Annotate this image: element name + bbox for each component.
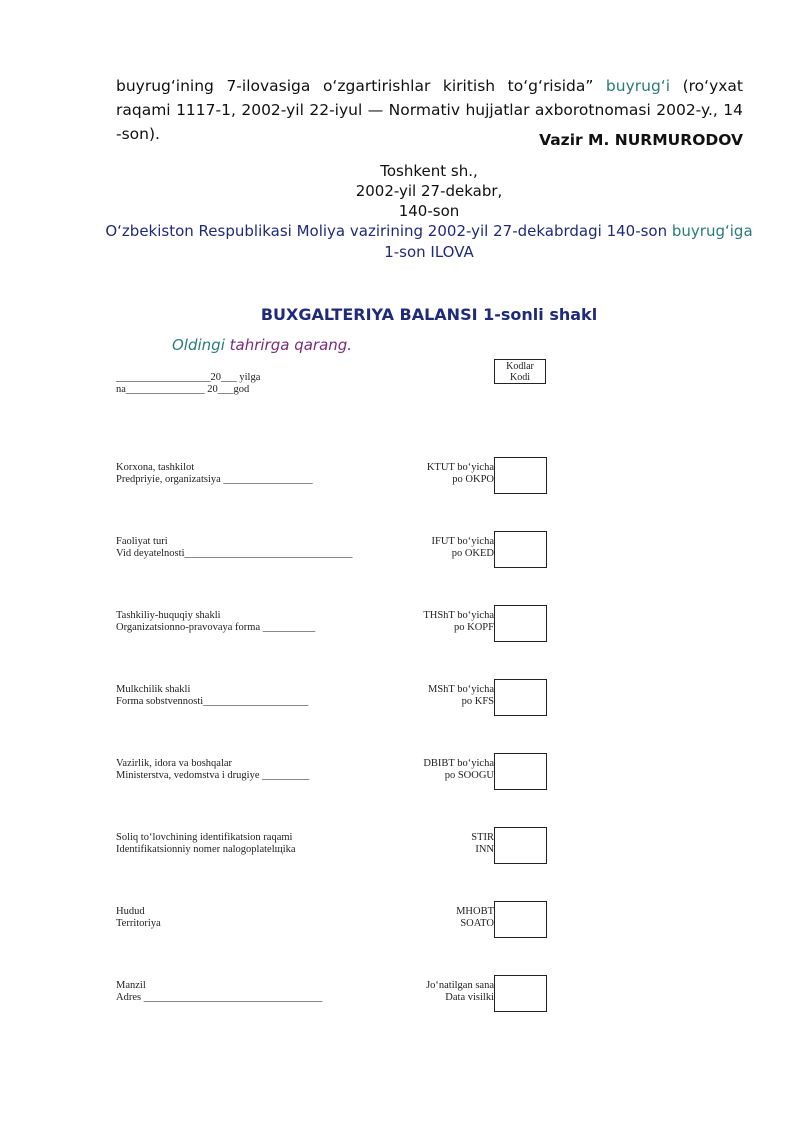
previous-edition-word[interactable]: Oldingi	[172, 336, 225, 354]
row-code-label-ru: po OKED	[451, 548, 494, 559]
row-label-uz: Hudud	[116, 906, 145, 917]
appendix-line2: 1-son ILOVA	[384, 243, 474, 261]
row-code-label-ru: po SOOGU	[444, 770, 494, 781]
row-code-label-uz: DBIBT bo‘yicha	[423, 758, 494, 769]
row-code-label-ru: po OKPO	[452, 474, 494, 485]
row-label-uz: Vazirlik, idora va boshqalar	[116, 758, 233, 769]
form-row-enterprise	[0, 457, 800, 497]
codes-label-ru: Kodi	[510, 372, 530, 383]
form-row-tax-id	[0, 827, 800, 867]
codes-header-box	[494, 359, 546, 384]
form-row-legal-form	[0, 605, 800, 645]
row-label-ru: Vid deyatelnosti________________________________	[116, 548, 353, 559]
previous-edition-rest[interactable]: tahrirga qarang.	[224, 336, 353, 354]
appendix-line1	[0, 221, 800, 241]
form-row-address	[0, 975, 800, 1015]
row-code-label-uz: STIR	[471, 832, 494, 843]
place-line: Toshkent sh.,	[380, 162, 478, 180]
row-code-label-ru: SOATO	[460, 918, 494, 929]
period-line-ru: na_______________ 20___god	[116, 384, 250, 395]
number-line: 140-son	[398, 202, 460, 220]
row-label-uz: Mulkchilik shakli	[116, 684, 191, 695]
row-label-ru: Territoriya	[116, 918, 161, 929]
form-title: BUXGALTERIYA BALANSI 1-sonli shakl	[260, 305, 598, 324]
code-field-soato[interactable]	[494, 901, 547, 938]
form-row-territory	[0, 901, 800, 941]
row-label-uz: Faoliyat turi	[116, 536, 168, 547]
row-code-label-uz: MShT bo‘yicha	[427, 684, 494, 695]
intro-text-after: (ro‘yxat raqami 1117-1, 2002-yil 22-iyul — Normativ hujjatlar axborotnomasi 2002-y., 14 -son).	[116, 77, 743, 143]
row-code-label-ru: INN	[475, 844, 494, 855]
appendix-order-link[interactable]: buyrug‘iga	[671, 222, 753, 240]
row-code-label-uz: KTUT bo‘yicha	[426, 462, 494, 473]
form-row-ownership	[0, 679, 800, 719]
row-code-label-uz: Jo‘natilgan sana	[426, 980, 494, 991]
appendix-text: O‘zbekiston Respublikasi Moliya vazirining 2002-yil 27-dekabrdagi 140-son	[105, 222, 672, 240]
row-label-ru: Organizatsionno-pravovaya forma __________	[116, 622, 316, 633]
row-label-uz: Manzil	[116, 980, 146, 991]
row-code-label-uz: THShT bo‘yicha	[423, 610, 494, 621]
row-label-uz: Soliq to‘lovchining identifikatsion raqami	[116, 832, 293, 843]
row-label-uz: Tashkiliy-huquqiy shakli	[116, 610, 221, 621]
codes-label-uz: Kodlar	[506, 361, 534, 372]
row-label-ru: Predpriyie, organizatsiya _________________	[116, 474, 313, 485]
row-label-uz: Korxona, tashkilot	[116, 462, 195, 473]
row-label-ru: Identifikatsionniy nomer nalogoplatelщika	[116, 844, 296, 855]
code-field-oked[interactable]	[494, 531, 547, 568]
row-label-ru: Forma sobstvennosti____________________	[116, 696, 309, 707]
code-field-okpo[interactable]	[494, 457, 547, 494]
order-link[interactable]: buyrug‘i	[605, 77, 671, 95]
previous-edition-link[interactable]	[172, 336, 352, 354]
form-row-activity	[0, 531, 800, 571]
row-label-ru: Ministerstva, vedomstva i drugiye _________	[116, 770, 310, 781]
row-code-label-uz: MHOBT	[456, 906, 494, 917]
date-line: 2002-yil 27-dekabr,	[355, 182, 503, 200]
row-code-label-ru: Data visilki	[445, 992, 494, 1003]
row-code-label-ru: po KFS	[461, 696, 494, 707]
period-line	[116, 372, 260, 396]
intro-text-before: buyrug‘ining 7-ilovasiga o‘zgartirishlar kiritish to‘g‘risida”	[116, 77, 606, 95]
form-row-ministry	[0, 753, 800, 793]
code-field-kopf[interactable]	[494, 605, 547, 642]
period-line-uz: __________________20___ yilga	[116, 372, 261, 383]
row-code-label-uz: IFUT bo‘yicha	[431, 536, 494, 547]
code-field-soogu[interactable]	[494, 753, 547, 790]
row-label-ru: Adres __________________________________	[116, 992, 323, 1003]
code-field-inn[interactable]	[494, 827, 547, 864]
signer-name: Vazir M. NURMURODOV	[539, 131, 743, 149]
code-field-kfs[interactable]	[494, 679, 547, 716]
row-code-label-ru: po KOPF	[454, 622, 494, 633]
code-field-send-date[interactable]	[494, 975, 547, 1012]
